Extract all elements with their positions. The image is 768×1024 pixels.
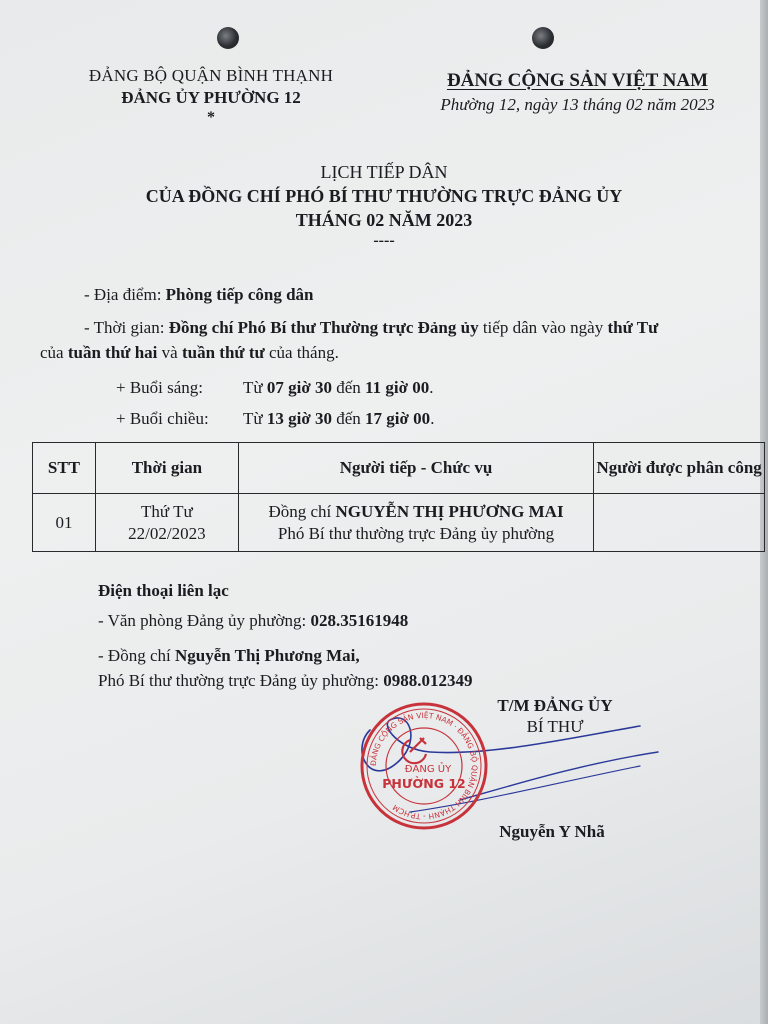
title-line-1: LỊCH TIẾP DÂN	[320, 162, 448, 182]
official-seal	[358, 700, 490, 832]
cell-receiver	[238, 494, 593, 552]
cell-stt: 01	[33, 494, 96, 552]
cell-position: Phó Bí thư thường trực Đảng ủy phường	[277, 523, 555, 543]
header-right	[410, 70, 745, 115]
cell-assigned	[594, 494, 765, 552]
contact-person	[98, 643, 718, 668]
col-header-stt: STT	[33, 443, 96, 494]
contact-heading: Điện thoại liên lạc	[98, 581, 229, 600]
contact-office-phone: 028.35161948	[310, 611, 409, 630]
signature-title: BÍ THƯ	[526, 717, 584, 736]
time-line	[84, 315, 760, 340]
time-text-4: của tháng.	[264, 343, 339, 362]
time-label: - Thời gian:	[84, 318, 169, 337]
stamp-center-bottom: PHƯỜNG 12	[382, 776, 466, 791]
afternoon-pre: Từ	[243, 409, 267, 428]
contact-office-label: - Văn phòng Đảng ủy phường:	[98, 611, 311, 630]
time-text-1: tiếp dân vào ngày	[478, 318, 608, 337]
document-title	[60, 160, 708, 250]
header-star: *	[207, 109, 215, 126]
contact-person-label: - Đồng chí	[98, 646, 175, 665]
location-line	[84, 282, 760, 307]
header-date-place: Phường 12, ngày 13 tháng 02 năm 2023	[440, 95, 715, 114]
title-divider: ----	[373, 232, 395, 249]
header-org-parent: ĐẢNG BỘ QUẬN BÌNH THẠNH	[88, 66, 334, 85]
morning-post: .	[429, 378, 434, 397]
title-line-3: THÁNG 02 NĂM 2023	[295, 210, 473, 230]
afternoon-end: 17 giờ 00	[365, 409, 431, 428]
signature-on-behalf: T/M ĐẢNG ỦY	[497, 696, 613, 715]
cell-person-name: NGUYỄN THỊ PHƯƠNG MAI	[335, 501, 564, 521]
punch-hole-right	[532, 27, 554, 49]
signer-name: Nguyễn Y Nhã	[499, 822, 605, 841]
schedule-info	[40, 282, 760, 431]
title-line-2: CỦA ĐỒNG CHÍ PHÓ BÍ THƯ THƯỜNG TRỰC ĐẢNG ỦY	[145, 186, 623, 206]
morning-mid: đến	[332, 378, 366, 397]
table-row	[33, 494, 765, 552]
time-week-2: tuần thứ tư	[181, 343, 265, 362]
afternoon-session	[116, 406, 760, 431]
schedule-table	[32, 442, 765, 552]
location-value: Phòng tiếp công dân	[165, 285, 314, 304]
col-header-receiver: Người tiếp - Chức vụ	[238, 443, 593, 494]
morning-session	[116, 375, 760, 400]
cell-date: 22/02/2023	[128, 523, 206, 543]
header-left	[62, 66, 360, 126]
contact-person-role: Phó Bí thư thường trực Đảng ủy phường:	[98, 671, 384, 690]
table-header-row	[33, 443, 765, 494]
afternoon-start: 13 giờ 30	[266, 409, 332, 428]
time-text-2: của	[40, 343, 68, 362]
morning-start: 07 giờ 30	[266, 378, 332, 397]
cell-person	[239, 501, 593, 523]
stamp-outer-text: ĐẢNG CỘNG SẢN VIỆT NAM · ĐẢNG BỘ QUẬN BÌNH THẠNH - TP.HCM	[368, 710, 480, 822]
time-text-3: và	[157, 343, 182, 362]
punch-hole-left	[217, 27, 239, 49]
contact-person-name: Nguyễn Thị Phương Mai,	[174, 646, 360, 665]
morning-pre: Từ	[243, 378, 267, 397]
header-party-name: ĐẢNG CỘNG SẢN VIỆT NAM	[446, 70, 709, 91]
time-week-1: tuần thứ hai	[67, 343, 158, 362]
time-line-cont	[40, 340, 760, 365]
hammer-sickle-icon	[402, 738, 426, 763]
col-header-time: Thời gian	[95, 443, 238, 494]
afternoon-post: .	[430, 409, 435, 428]
afternoon-mid: đến	[332, 409, 366, 428]
location-label: - Địa điểm:	[84, 285, 166, 304]
morning-label: + Buổi sáng:	[116, 378, 204, 397]
col-header-assigned: Người được phân công	[594, 443, 765, 494]
contact-section	[98, 578, 718, 693]
contact-office	[98, 608, 718, 633]
header-org-name: ĐẢNG ỦY PHƯỜNG 12	[121, 88, 301, 107]
afternoon-label: + Buổi chiều:	[116, 409, 209, 428]
morning-end: 11 giờ 00	[365, 378, 430, 397]
time-person: Đồng chí Phó Bí thư Thường trực Đảng ủy	[168, 318, 479, 337]
cell-person-prefix: Đồng chí	[268, 501, 336, 521]
stamp-center-top: ĐẢNG ỦY	[404, 764, 452, 775]
time-day: thứ Tư	[607, 318, 659, 337]
contact-person-phone: 0988.012349	[383, 671, 473, 690]
cell-day: Thứ Tư	[141, 501, 193, 521]
cell-time	[95, 494, 238, 552]
